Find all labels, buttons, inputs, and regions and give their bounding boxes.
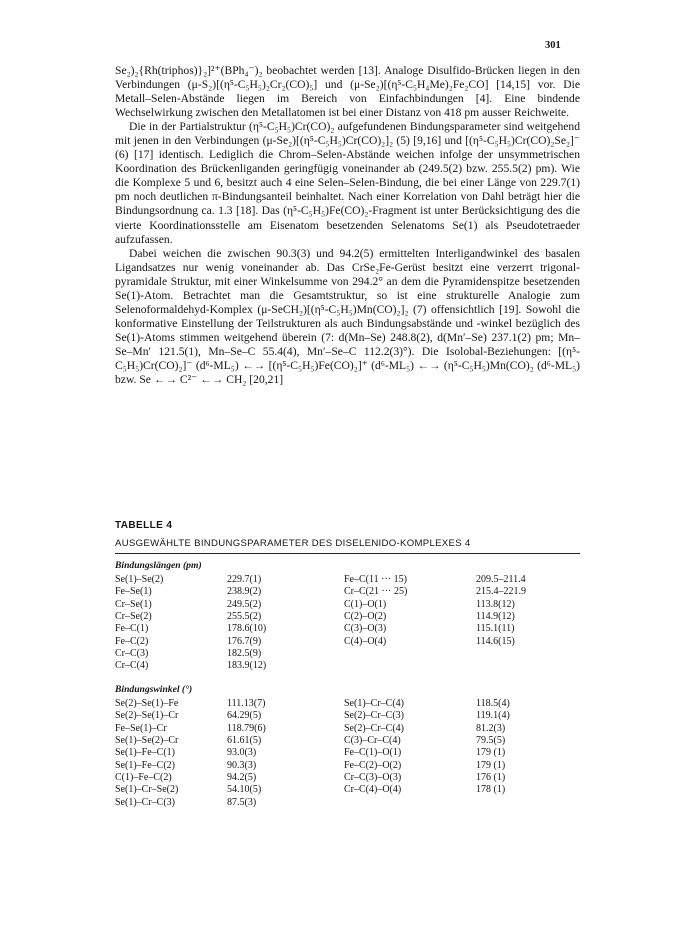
bond-label: Cr–C(4)–O(4) <box>344 784 402 796</box>
bond-label: C(2)–O(2) <box>344 611 387 623</box>
bond-label: Se(1)–Cr–C(4) <box>344 698 404 709</box>
bond-label: Se(1)–Se(2) <box>115 574 164 585</box>
bond-label: C(4)–O(4) <box>344 635 387 647</box>
bond-label: Se(1)–Fe–C(1) <box>115 747 175 759</box>
bond-value: 176.7(9) <box>227 635 262 647</box>
table-row <box>115 747 580 759</box>
bond-value: 179 (1) <box>476 759 506 771</box>
bond-label: Se(2)–Cr–C(3) <box>344 710 404 722</box>
bond-label: Fe–C(2) <box>115 635 149 647</box>
lengths-table <box>115 574 580 673</box>
bond-value: 249.5(2) <box>227 598 262 610</box>
bond-label: Cr–C(3) <box>115 648 149 660</box>
bond-label: Se(1)–Se(2)–Cr <box>115 735 179 747</box>
table-title: TABELLE 4 <box>115 520 173 531</box>
table-row <box>115 648 580 660</box>
bond-value: 215.4–221.9 <box>476 586 526 598</box>
table-row <box>115 623 580 635</box>
bond-label: Fe–Se(1)–Cr <box>115 722 167 734</box>
bond-value: 179 (1) <box>476 747 506 759</box>
bond-value <box>476 648 580 660</box>
bond-value <box>476 660 580 672</box>
bond-value: 255.5(2) <box>227 611 262 623</box>
table-row <box>115 735 580 747</box>
table-row <box>115 574 580 586</box>
bond-value: 209.5–211.4 <box>476 574 526 585</box>
bond-value: 119.1(4) <box>476 710 510 722</box>
bond-label: Se(2)–Se(1)–Cr <box>115 710 179 722</box>
bond-value: 178 (1) <box>476 784 506 796</box>
bond-label: Fe–C(2)–O(2) <box>344 759 402 771</box>
bond-value: 114.6(15) <box>476 635 515 647</box>
bond-label: Cr–C(21 ··· 25) <box>344 586 408 598</box>
bond-value: 79.5(5) <box>476 735 506 747</box>
table-row <box>115 710 580 722</box>
bond-value: 61.61(5) <box>227 735 262 747</box>
bond-value: 115.1(11) <box>476 623 515 635</box>
bond-label <box>344 797 476 809</box>
table-row <box>115 797 580 809</box>
bond-value: 178.6(10) <box>227 623 267 635</box>
table-row <box>115 636 580 648</box>
bond-label: Fe–C(1)–O(1) <box>344 747 402 759</box>
paragraph-2: Die in der Partialstruktur (η⁵-C₅H₅)Cr(CO)₂ aufgefundenen Bindungsparameter sind weitgehend mit jenen in den Verbindungen (μ-Se₂)[(η⁵-C₅H₅)Cr(CO)₂]₂ (5) [9,16] und [(η⁵-C₅H₅)Cr(CO)₂Se₂]⁻ (6) [17] identisch. Lediglich die Chrom–Selen-Abstände weichen infolge der unsymmetrischen Koordination des Brückenliganden geringfügig voneinander ab (249.5(2) bzw. 255.5(2) pm). Wie die Komplexe 5 und 6, besitzt auch 4 eine Selen–Selen-Bindung, die bei einer Länge von 229.7(1) pm noch deutlichen π-Bindungsanteil beinhaltet. Nach einer Korrelation von Dahl beträgt hier die Bindungsordnung ca. 1.3 [18]. Das (η⁵-C₅H₅)Fe(CO)₂-Fragment ist unter Berücksichtigung des die vierte Koordinationsstelle am Eisenatom besetzenden Selenatoms Se(1) als Pseudotetraeder aufzufassen. <box>115 120 580 246</box>
bond-value: 182.5(9) <box>227 648 262 660</box>
paragraph-1: Se₂)₂{Rh(triphos)}₂]²⁺(BPh₄⁻)₂ beobachtet werden [13]. Analoge Disulfido-Brücken liegen in den Verbindungen (μ-S₂)[(η⁵-C₅H₅)₂Cr₂(CO)₅] und (μ-Se₂)[(η⁵-C₅H₄Me)₂Fe₂CO] [14,15] vor. Die Metall–Selen-Abstände liegen im Bereich von Einfachbindungen [4]. Eine bindende Wechselwirkung zwischen den Metallatomen ist bei einer Distanz von 418 pm ausser Reichweite. <box>115 64 580 120</box>
bond-value: 113.8(12) <box>476 598 515 610</box>
bond-value: 118.5(4) <box>476 698 510 709</box>
bond-value: 229.7(1) <box>227 574 262 585</box>
bond-label: Cr–Se(2) <box>115 611 152 623</box>
table-row <box>115 586 580 598</box>
table-row <box>115 772 580 784</box>
bond-label: Se(2)–Cr–C(4) <box>344 722 404 734</box>
bond-label: C(1)–O(1) <box>344 598 387 610</box>
bond-label: Cr–C(3)–O(3) <box>344 772 402 784</box>
bond-label <box>344 648 476 660</box>
bond-label: Fe–C(1) <box>115 623 149 635</box>
page-number: 301 <box>545 40 561 51</box>
bond-value: 111.13(7) <box>227 698 266 709</box>
bond-label <box>344 660 476 672</box>
bond-value: 114.9(12) <box>476 611 515 623</box>
bond-value <box>476 797 580 809</box>
table-row <box>115 784 580 796</box>
bond-value: 183.9(12) <box>227 660 267 672</box>
bond-label: Se(2)–Se(1)–Fe <box>115 698 179 709</box>
bond-value: 118.79(6) <box>227 722 266 734</box>
bond-label: Fe–C(11 ··· 15) <box>344 574 407 585</box>
bond-value: 64.29(5) <box>227 710 262 722</box>
paragraph-3: Dabei weichen die zwischen 90.3(3) und 94.2(5) ermittelten Interligandwinkel des basalen Ligandsatzes nur wenig voneinander ab. Das CrSe₂Fe-Gerüst besitzt eine verzerrt trigonal-pyramidale Struktur, mit einer Winkelsumme von 294.2° an dem die Pyramidenspitze besetzenden Se(1)-Atom. Betrachtet man die Gesamtstruktur, so ist eine strukturelle Analogie zum Selenoformaldehyd-Komplex (μ-SeCH₂)[(η⁵-C₅H₅)Mn(CO)₂]₂ (7) offensichtlich [19]. Sowohl die konformative Einstellung der Teilstrukturen als auch Bindungsabstände und -winkel bezüglich des Se(1)-Atoms stimmen weitgehend überein (7: d(Mn–Se) 248.8(2), d(Mn′–Se) 237.1(2) pm; Mn–Se–Mn′ 121.5(1), Mn–Se–C 55.4(4), Mn′–Se–C 112.2(3)°). Die Isolobal-Beziehungen: [(η⁵-C₅H₅)Cr(CO)₂]⁻ (d⁶-ML₅) ←→ [(η⁵-C₅H₅)Fe(CO)₂]⁺ (d⁶-ML₅) ←→ (η⁵-C₅H₅)Mn(CO)₂ (d⁶-ML₅) bzw. Se ←→ C²⁻ ←→ CH₂ [20,21] <box>115 246 580 387</box>
table-row <box>115 611 580 623</box>
bond-label: Se(1)–Cr–C(3) <box>115 796 175 808</box>
bond-label: C(1)–Fe–C(2) <box>115 772 172 784</box>
lengths-heading: Bindungslängen (pm) <box>115 560 202 571</box>
bond-label: C(3)–O(3) <box>344 623 387 635</box>
table-caption: AUSGEWÄHLTE BINDUNGSPARAMETER DES DISELENIDO-KOMPLEXES 4 <box>115 538 471 549</box>
bond-label: Se(1)–Fe–C(2) <box>115 759 175 771</box>
bond-value: 94.2(5) <box>227 772 257 784</box>
angles-table <box>115 698 580 809</box>
bond-value: 87.5(3) <box>227 796 257 808</box>
table-row <box>115 698 580 710</box>
bond-value: 54.10(5) <box>227 784 262 796</box>
bond-label: C(3)–Cr–C(4) <box>344 735 401 747</box>
bond-label: Cr–Se(1) <box>115 598 152 610</box>
body-text <box>115 64 580 387</box>
table-row <box>115 660 580 672</box>
bond-label: Fe–Se(1) <box>115 586 152 598</box>
bond-label: Cr–C(4) <box>115 660 149 672</box>
table-row <box>115 599 580 611</box>
table-row <box>115 723 580 735</box>
table-row <box>115 760 580 772</box>
table-top-rule <box>115 553 580 554</box>
bond-value: 176 (1) <box>476 772 506 784</box>
bond-value: 93.0(3) <box>227 747 257 759</box>
angles-heading: Bindungswinkel (°) <box>115 684 193 695</box>
bond-value: 238.9(2) <box>227 586 262 598</box>
bond-value: 81.2(3) <box>476 722 506 734</box>
bond-value: 90.3(3) <box>227 759 257 771</box>
bond-label: Se(1)–Cr–Se(2) <box>115 784 179 796</box>
